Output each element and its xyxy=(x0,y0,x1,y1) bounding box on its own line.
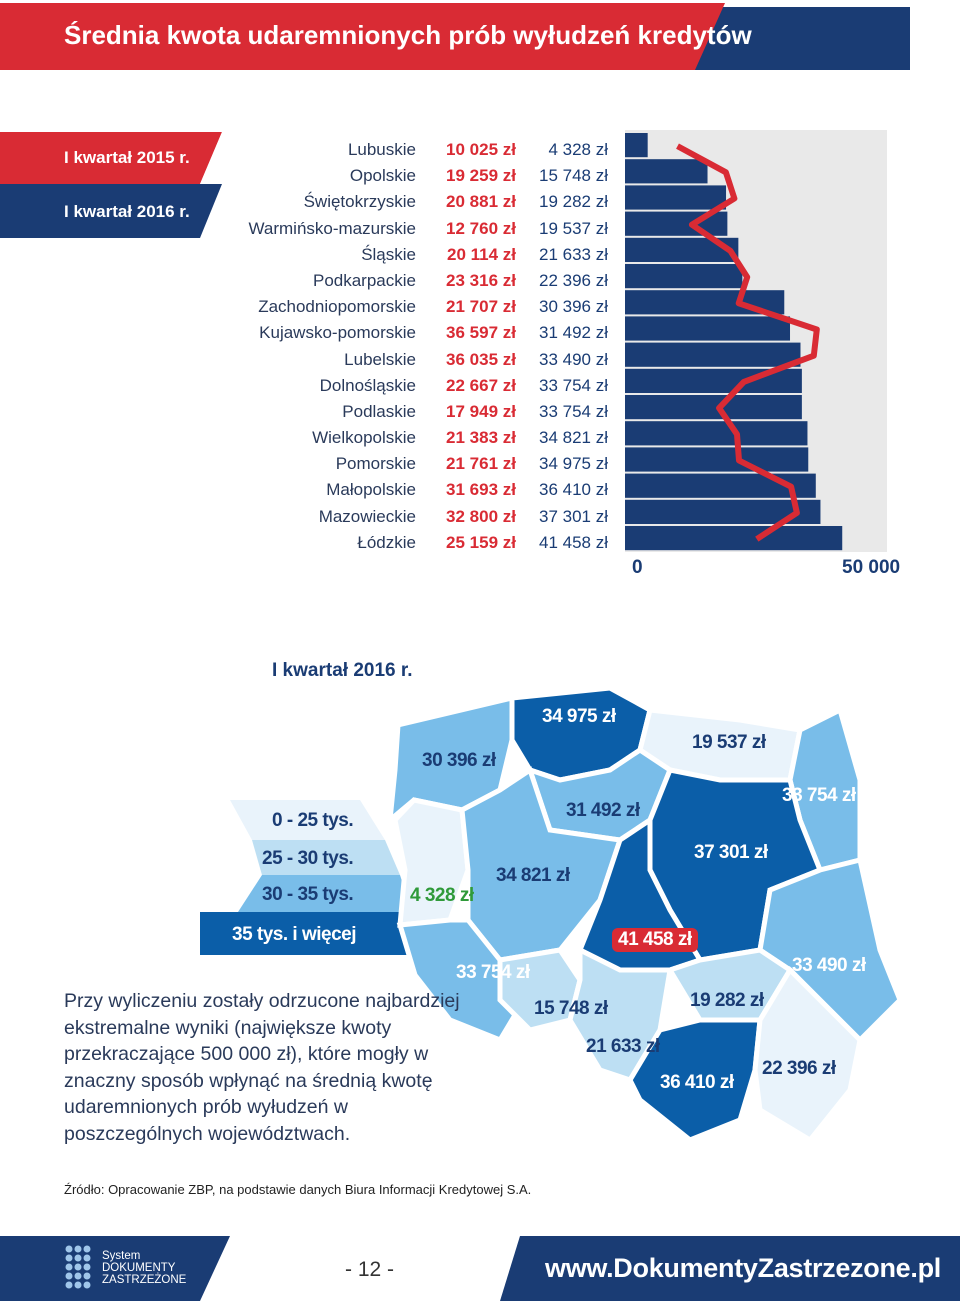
value-2015: 20 881 zł xyxy=(446,192,516,212)
value-2015: 36 035 zł xyxy=(446,349,516,369)
map-label-malopolskie: 36 410 zł xyxy=(660,1072,734,1093)
value-2015: 32 800 zł xyxy=(446,506,516,526)
value-2016: 41 458 zł xyxy=(539,532,608,552)
region-name: Warmińsko-mazurskie xyxy=(248,218,416,238)
region-names-column xyxy=(248,138,416,557)
bar-0 xyxy=(625,133,648,157)
map-label-dolnoslaskie: 33 754 zł xyxy=(456,962,530,983)
region-name: Lubelskie xyxy=(344,349,416,369)
region-name: Mazowieckie xyxy=(318,506,416,526)
methodology-note: Przy wyliczeniu zostały odrzucone najbardziej ekstremalne wyniki (największe kwoty przekraczające 500 000 zł), które mogły w znaczny sposób wpłynąć na średnią kwotę udaremnionych prób wyłudzeń w poszczególnych województwach. xyxy=(64,990,460,1145)
value-2015: 21 707 zł xyxy=(446,297,516,317)
source-note: Źródło: Opracowanie ZBP, na podstawie danych Biura Informacji Kredytowej S.A. xyxy=(64,1182,532,1197)
region-name: Zachodniopomorskie xyxy=(258,297,416,317)
region-name: Wielkopolskie xyxy=(312,428,416,448)
map-label-mazowieckie: 37 301 zł xyxy=(694,842,768,863)
map-label-pomorskie: 34 975 zł xyxy=(542,706,616,727)
legend-label-3: 35 tys. i więcej xyxy=(232,924,357,945)
region-name: Podlaskie xyxy=(342,401,416,421)
region-name: Łódzkie xyxy=(357,532,416,552)
value-2015: 10 025 zł xyxy=(446,140,516,159)
region-name: Śląskie xyxy=(361,244,416,264)
region-name: Świętokrzyskie xyxy=(303,192,416,212)
map-label-zachodniopomorskie: 30 396 zł xyxy=(422,750,496,771)
value-2016: 4 328 zł xyxy=(548,140,608,159)
bar-11 xyxy=(625,421,807,445)
value-2016: 33 754 zł xyxy=(539,401,608,421)
value-2015: 23 316 zł xyxy=(446,270,516,290)
value-2016: 21 633 zł xyxy=(539,244,608,264)
bar-5 xyxy=(625,264,742,288)
value-2016: 15 748 zł xyxy=(539,166,608,186)
value-2015: 19 259 zł xyxy=(446,166,516,186)
value-2015: 12 760 zł xyxy=(446,218,516,238)
bar-15 xyxy=(625,526,842,550)
legend-2015-label: I kwartał 2015 r. xyxy=(64,148,190,167)
page-title: Średnia kwota udaremnionych prób wyłudzeń kredytów xyxy=(64,20,752,50)
map-label-slaskie: 21 633 zł xyxy=(586,1036,660,1057)
footer-url-link[interactable]: www.DokumentyZastrzezone.pl xyxy=(545,1253,941,1283)
value-2016: 34 821 zł xyxy=(539,428,608,448)
map-label-swietokrzyskie: 19 282 zł xyxy=(690,990,764,1011)
value-2016: 34 975 zł xyxy=(539,454,608,474)
bar-8 xyxy=(625,343,800,367)
map-title: I kwartał 2016 r. xyxy=(272,660,413,681)
region-name: Lubuskie xyxy=(347,140,416,159)
value-2016: 33 490 zł xyxy=(539,349,608,369)
value-2015: 36 597 zł xyxy=(446,323,516,343)
bar-12 xyxy=(625,447,808,471)
value-2015: 20 114 zł xyxy=(446,244,516,264)
legend-label-1: 25 - 30 tys. xyxy=(262,848,354,869)
logo-dots-icon xyxy=(66,1246,91,1289)
logo-line-2: DOKUMENTY xyxy=(102,1262,176,1274)
value-2016: 30 396 zł xyxy=(539,297,608,317)
value-2015: 22 667 zł xyxy=(446,375,516,395)
value-2016: 33 754 zł xyxy=(539,375,608,395)
bar-7 xyxy=(625,316,790,340)
value-2015: 31 693 zł xyxy=(446,480,516,500)
region-name: Opolskie xyxy=(349,166,416,186)
bar-line-chart xyxy=(625,130,887,552)
region-name: Małopolskie xyxy=(326,480,416,500)
map-label-opolskie: 15 748 zł xyxy=(534,998,608,1019)
map-label-warminsko-mazurskie: 19 537 zł xyxy=(692,732,766,753)
map-label-lubelskie: 33 490 zł xyxy=(792,955,866,976)
bar-1 xyxy=(625,159,708,183)
value-2015: 17 949 zł xyxy=(446,401,516,421)
page-number: - 12 - xyxy=(345,1258,395,1281)
value-2016: 19 282 zł xyxy=(539,192,608,212)
x-tick-min: 0 xyxy=(632,557,643,578)
legend-2016-label: I kwartał 2016 r. xyxy=(64,202,190,221)
values-2016-column xyxy=(528,138,608,557)
bar-10 xyxy=(625,395,802,419)
value-2015: 21 761 zł xyxy=(446,454,516,474)
map-label-podlaskie: 33 754 zł xyxy=(782,785,856,806)
region-name: Kujawsko-pomorskie xyxy=(259,323,416,343)
map-label-kujawsko-pomorskie: 31 492 zł xyxy=(566,800,640,821)
region-name: Dolnośląskie xyxy=(319,375,416,395)
map-label-lubuskie: 4 328 zł xyxy=(410,885,474,906)
value-2016: 22 396 zł xyxy=(539,270,608,290)
legend-label-2: 30 - 35 tys. xyxy=(262,884,354,905)
map-label-lodzkie: 41 458 zł xyxy=(612,928,698,952)
map-label-wielkopolskie: 34 821 zł xyxy=(496,865,570,886)
value-2016: 37 301 zł xyxy=(539,506,608,526)
legend-label-0: 0 - 25 tys. xyxy=(272,810,354,831)
x-tick-max: 50 000 xyxy=(842,557,901,578)
logo-line-3: ZASTRZEŻONE xyxy=(102,1274,187,1286)
value-2016: 19 537 zł xyxy=(539,218,608,238)
map-label-podkarpackie: 22 396 zł xyxy=(762,1058,836,1079)
value-2015: 21 383 zł xyxy=(446,428,516,448)
region-name: Pomorskie xyxy=(335,454,416,474)
footer-logo xyxy=(102,1250,186,1286)
value-2015: 25 159 zł xyxy=(446,532,516,552)
value-2016: 36 410 zł xyxy=(539,480,608,500)
values-2015-column xyxy=(440,138,516,557)
bar-14 xyxy=(625,500,820,524)
region-name: Podkarpackie xyxy=(312,270,416,290)
logo-line-1: System xyxy=(102,1250,141,1262)
value-2016: 31 492 zł xyxy=(539,323,608,343)
bar-2 xyxy=(625,185,726,209)
